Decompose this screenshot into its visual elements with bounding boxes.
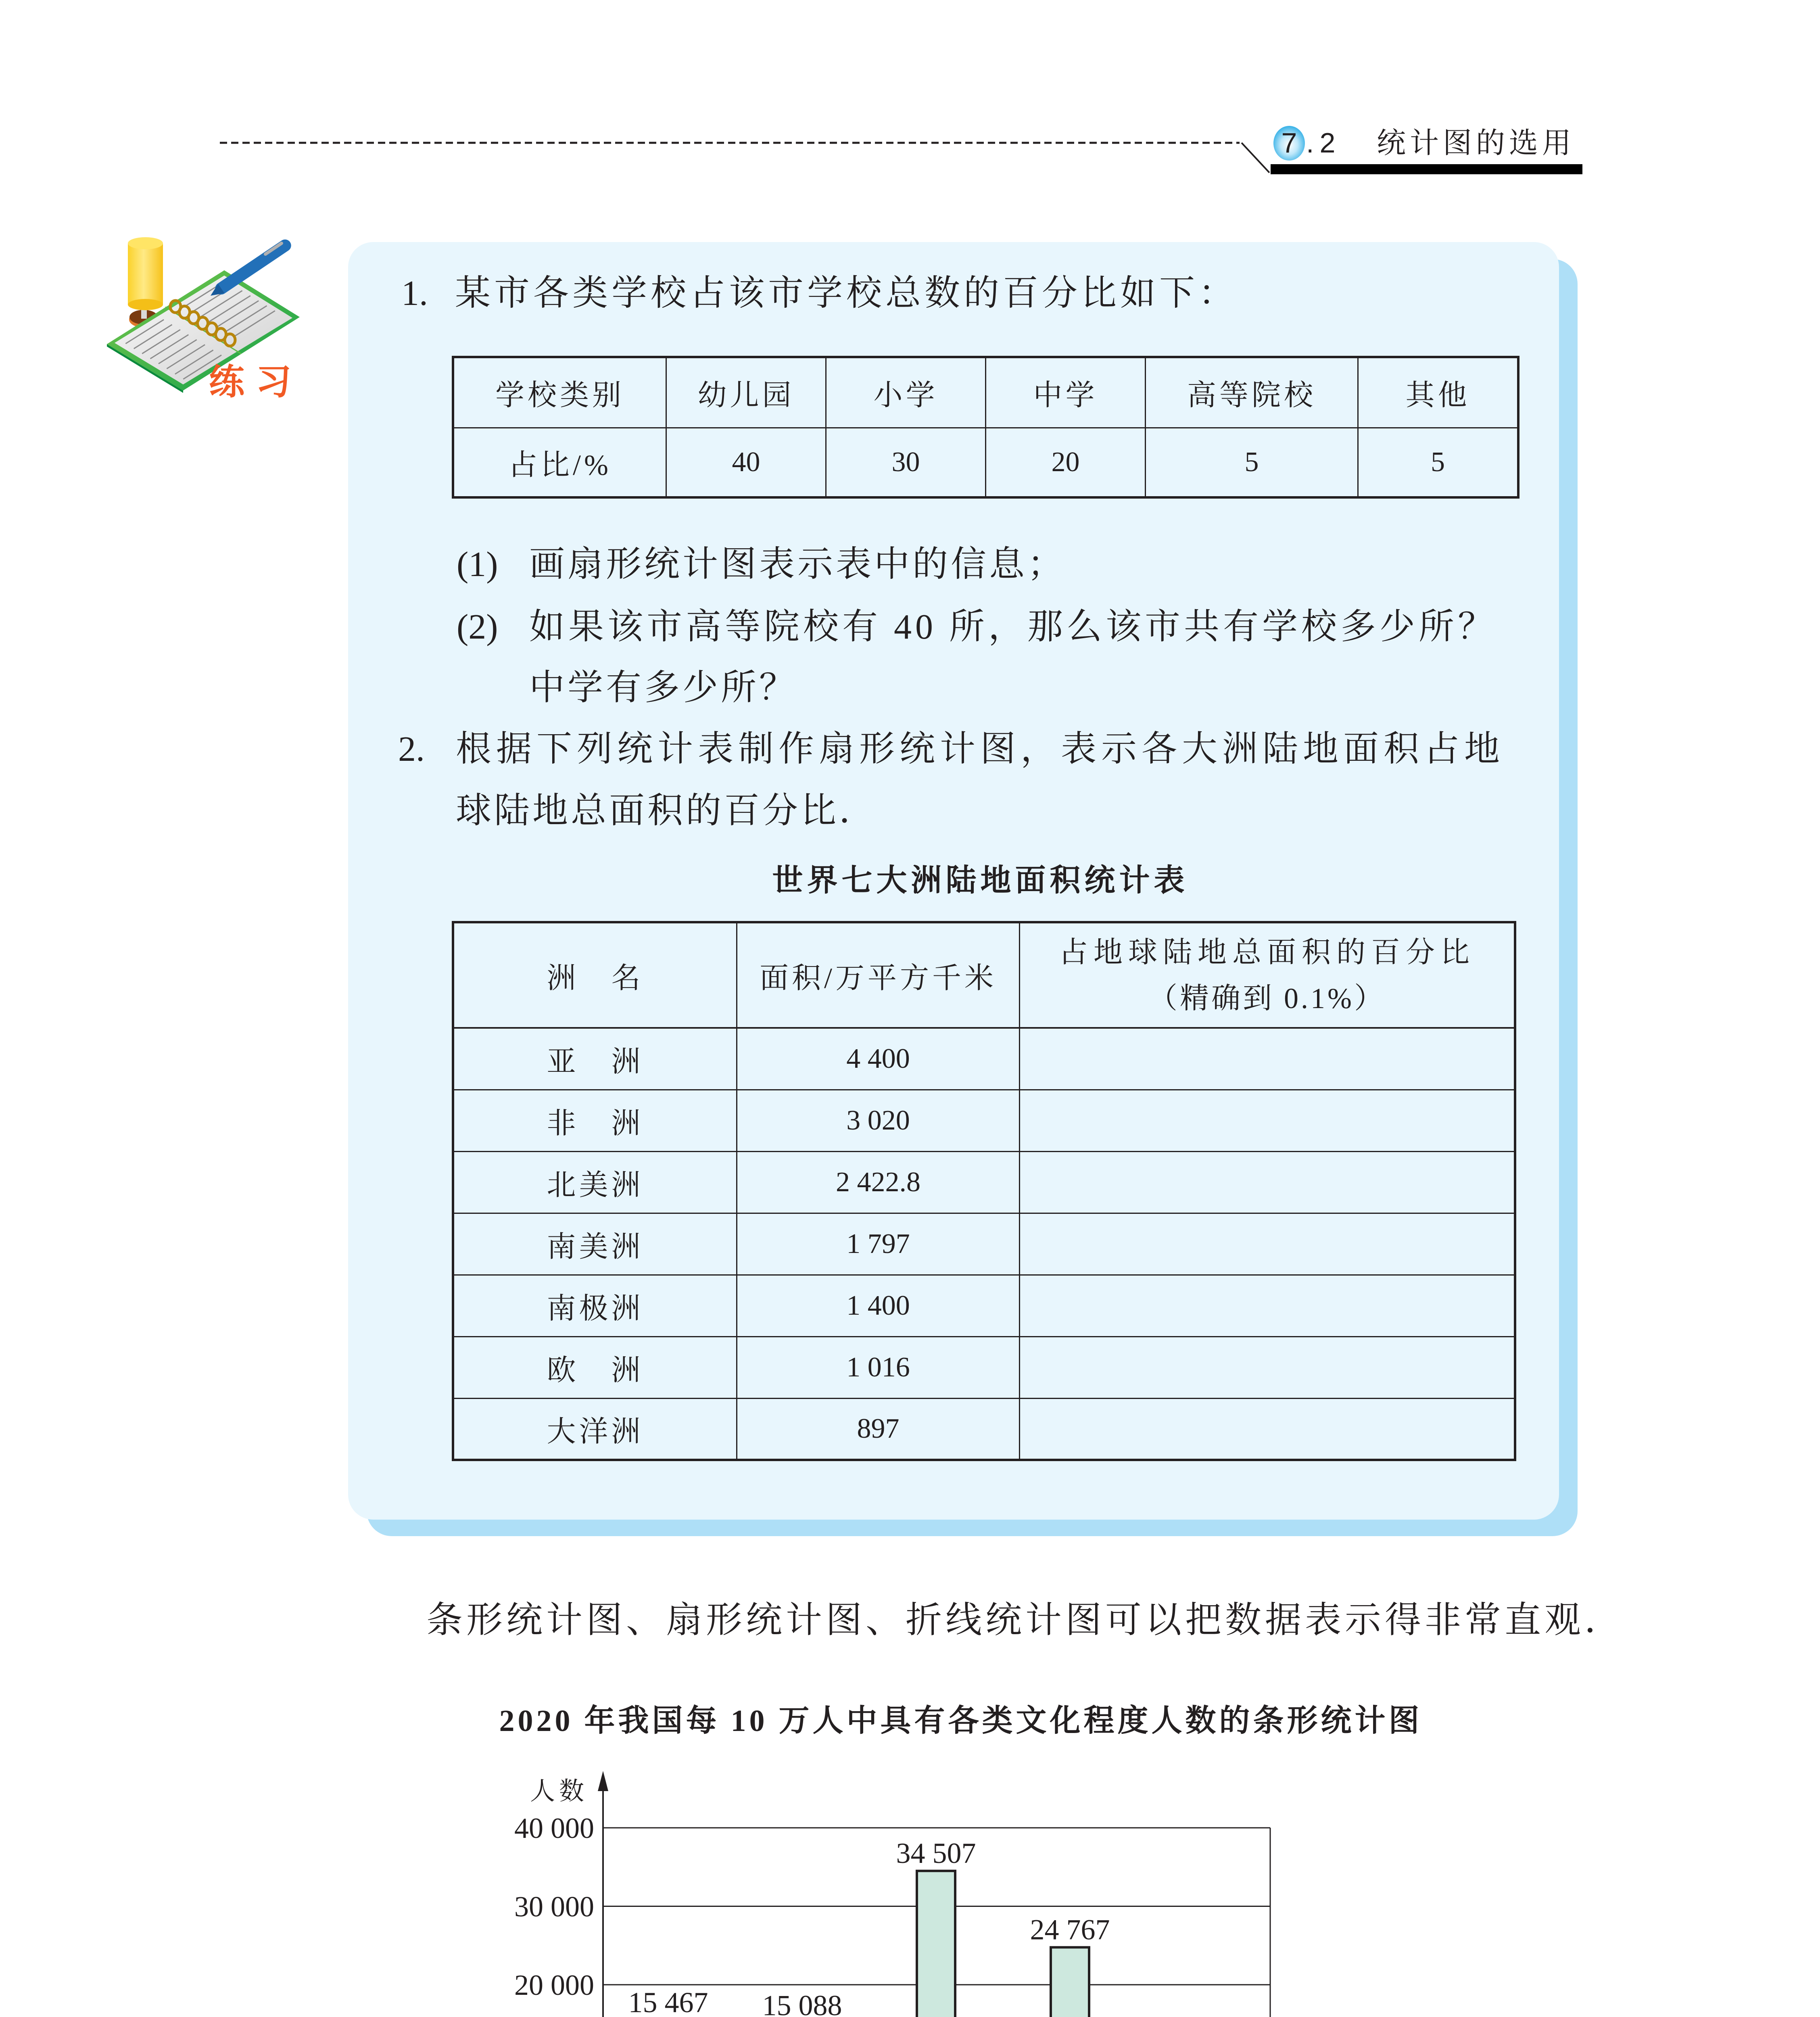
table-header-cell: 学校类别 (453, 357, 666, 428)
continent-name-cell: 欧 洲 (453, 1336, 737, 1398)
section-title: 统计图的选用 (1377, 127, 1576, 159)
y-tick-label: 20 000 (514, 1969, 594, 2001)
bar (917, 1871, 955, 2017)
area-cell: 1 016 (737, 1336, 1020, 1398)
table-header-cell: 中学 (986, 357, 1146, 428)
percent-cell (1020, 1213, 1515, 1275)
table-row (453, 428, 1518, 497)
table-header-cell: 面积/万平方千米 (737, 922, 1020, 1028)
part-2-number: (2) (457, 608, 498, 647)
percent-cell (1020, 1398, 1515, 1460)
chart-title: 2020 年我国每 10 万人中具有各类文化程度人数的条形统计图 (499, 1704, 1423, 1738)
percent-cell (1020, 1151, 1515, 1213)
table-header-cell: 其他 (1358, 357, 1519, 428)
area-cell: 3 020 (737, 1090, 1020, 1151)
y-axis-title: 人数 (530, 1778, 589, 1805)
table-row (453, 1028, 1515, 1090)
body-paragraph: 条形统计图、扇形统计图、折线统计图可以把数据表示得非常直观． (426, 1600, 1624, 1640)
percent-header-line-2: （精确到 0.1%） (1148, 982, 1386, 1015)
part-2-text-line-1: 如果该市高等院校有 40 所，那么该市共有学校多少所？ (529, 608, 1497, 647)
percent-cell (1020, 1028, 1515, 1090)
table-row (453, 1275, 1515, 1336)
continent-area-table (452, 921, 1516, 1461)
part-2-text-line-2: 中学有多少所？ (529, 668, 798, 708)
table-cell: 30 (826, 428, 986, 497)
table-header-cell: 高等院校 (1146, 357, 1358, 428)
continent-name-cell: 南极洲 (453, 1275, 737, 1336)
percent-cell (1020, 1090, 1515, 1151)
practice-label: 练习 (209, 362, 303, 402)
percent-cell (1020, 1336, 1515, 1398)
table-header-cell: 洲 名 (453, 922, 737, 1028)
continent-name-cell: 非 洲 (453, 1090, 737, 1151)
bar-value-label: 34 507 (896, 1837, 976, 1869)
continent-name-cell: 南美洲 (453, 1213, 737, 1275)
table-cell: 40 (666, 428, 826, 497)
continent-name-cell: 北美洲 (453, 1151, 737, 1213)
table-row (453, 1336, 1515, 1398)
school-type-table (452, 356, 1519, 499)
area-cell: 1 797 (737, 1213, 1020, 1275)
table-header-row (453, 922, 1515, 1028)
bar-value-label: 15 467 (628, 1986, 708, 2017)
table-cell: 20 (986, 428, 1146, 497)
area-cell: 2 422.8 (737, 1151, 1020, 1213)
exercise-2-number: 2. (398, 730, 425, 769)
bar-value-label: 24 767 (1030, 1913, 1110, 1946)
chapter-number: 7 (1281, 127, 1297, 159)
part-1-number: (1) (457, 545, 498, 584)
table-cell: 5 (1146, 428, 1358, 497)
table-cell: 5 (1358, 428, 1519, 497)
y-tick-label: 30 000 (514, 1890, 594, 1923)
exercise-2-prompt-line-1: 根据下列统计表制作扇形统计图，表示各大洲陆地面积占地 (456, 730, 1505, 769)
table-row (453, 1398, 1515, 1460)
percent-header-line-1: 占地球陆地总面积的百分比 (1058, 936, 1475, 969)
bar (1051, 1947, 1089, 2017)
table-header-cell: 小学 (826, 357, 986, 428)
table-header-cell: 幼儿园 (666, 357, 826, 428)
exercise-1-prompt: 某市各类学校占该市学校总数的百分比如下： (455, 274, 1238, 313)
continent-name-cell: 大洋洲 (453, 1398, 737, 1460)
table-row-label: 占比/% (453, 428, 666, 497)
percent-cell (1020, 1275, 1515, 1336)
section-number-suffix: .2 (1306, 127, 1341, 159)
y-tick-label: 40 000 (514, 1812, 594, 1844)
continent-name-cell: 亚 洲 (453, 1028, 737, 1090)
table-header-row (453, 357, 1518, 428)
exercise-1-number: 1. (401, 274, 428, 313)
area-cell: 4 400 (737, 1028, 1020, 1090)
table-row (453, 1090, 1515, 1151)
table-row (453, 1151, 1515, 1213)
y-axis-arrow-icon (598, 1771, 608, 1791)
education-bar-chart (484, 1759, 1452, 2017)
area-cell: 1 400 (737, 1275, 1020, 1336)
area-cell: 897 (737, 1398, 1020, 1460)
header-underline-bar (1271, 164, 1582, 174)
bar-value-label: 15 088 (762, 1989, 842, 2017)
part-1-text: 画扇形统计图表示表中的信息； (529, 545, 1066, 584)
continent-table-title: 世界七大洲陆地面积统计表 (772, 863, 1189, 898)
exercise-2-prompt-line-2: 球陆地总面积的百分比． (456, 791, 878, 831)
header-slash-rule (1242, 143, 1269, 173)
table-header-cell (1020, 922, 1515, 1028)
table-row (453, 1213, 1515, 1275)
